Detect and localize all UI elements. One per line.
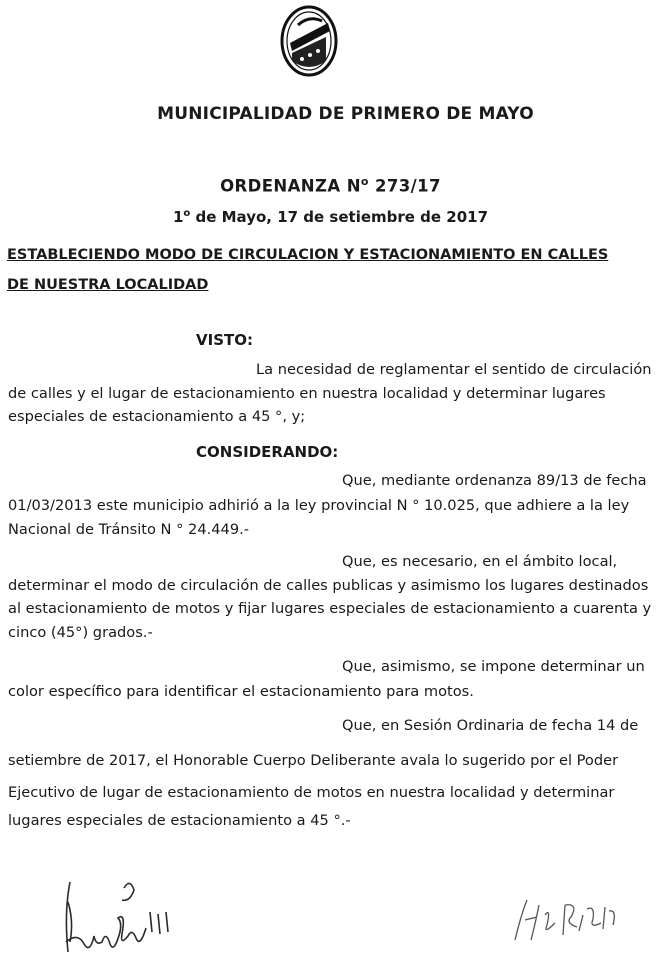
considerando-line: 01/03/2013 este municipio adhirió a la ley provincial N ° 10.025, que adhiere a la ley [8, 497, 630, 514]
considerando-line: cinco (45°) grados.- [8, 624, 153, 641]
municipal-seal-icon [278, 3, 340, 79]
considerando-line: determinar el modo de circulación de calles publicas y asimismo los lugares destinados [8, 577, 649, 594]
ordinance-subject [7, 240, 655, 300]
considerando-line: color específico para identificar el estacionamiento para motos. [8, 683, 474, 700]
considerando-line: lugares especiales de estacionamiento a 45 °.- [8, 812, 351, 829]
ordinance-date: 1$^o$ de Mayo, 17 de setiembre de 2017 [172, 208, 489, 226]
subject-line: DE NUESTRA LOCALIDAD [7, 277, 209, 293]
subject-line: ESTABLECIENDO MODO DE CIRCULACION Y ESTACIONAMIENTO EN CALLES [7, 247, 609, 263]
visto-heading: VISTO: [196, 331, 253, 349]
visto-line: especiales de estacionamiento a 45 °, y; [8, 408, 306, 425]
considerando-line: Que, mediante ordenanza 89/13 de fecha [342, 472, 647, 489]
considerando-line: setiembre de 2017, el Honorable Cuerpo Deliberante avala lo sugerido por el Poder [8, 752, 619, 769]
considerando-line: al estacionamiento de motos y fijar lugares especiales de estacionamiento a cuarenta y [8, 600, 652, 617]
considerando-line: Que, es necesario, en el ámbito local, [342, 553, 618, 570]
signature-left-icon [60, 872, 180, 960]
visto-line: La necesidad de reglamentar el sentido de circulación [256, 361, 652, 378]
ordinance-number: ORDENANZA $N^o$ 273/17 [220, 175, 441, 196]
considerando-line: Que, en Sesión Ordinaria de fecha 14 de [342, 717, 639, 734]
considerando-line: Nacional de Tránsito N ° 24.449.- [8, 521, 250, 538]
considerando-line: Ejecutivo de lugar de estacionamiento de motos en nuestra localidad y determinar [8, 784, 615, 801]
considerando-line: Que, asimismo, se impone determinar un [342, 658, 645, 675]
page-title: MUNICIPALIDAD DE PRIMERO DE MAYO [157, 104, 534, 124]
considerando-heading: CONSIDERANDO: [196, 443, 339, 461]
visto-line: de calles y el lugar de estacionamiento en nuestra localidad y determinar lugares [8, 385, 606, 402]
signature-right-icon [505, 885, 625, 945]
